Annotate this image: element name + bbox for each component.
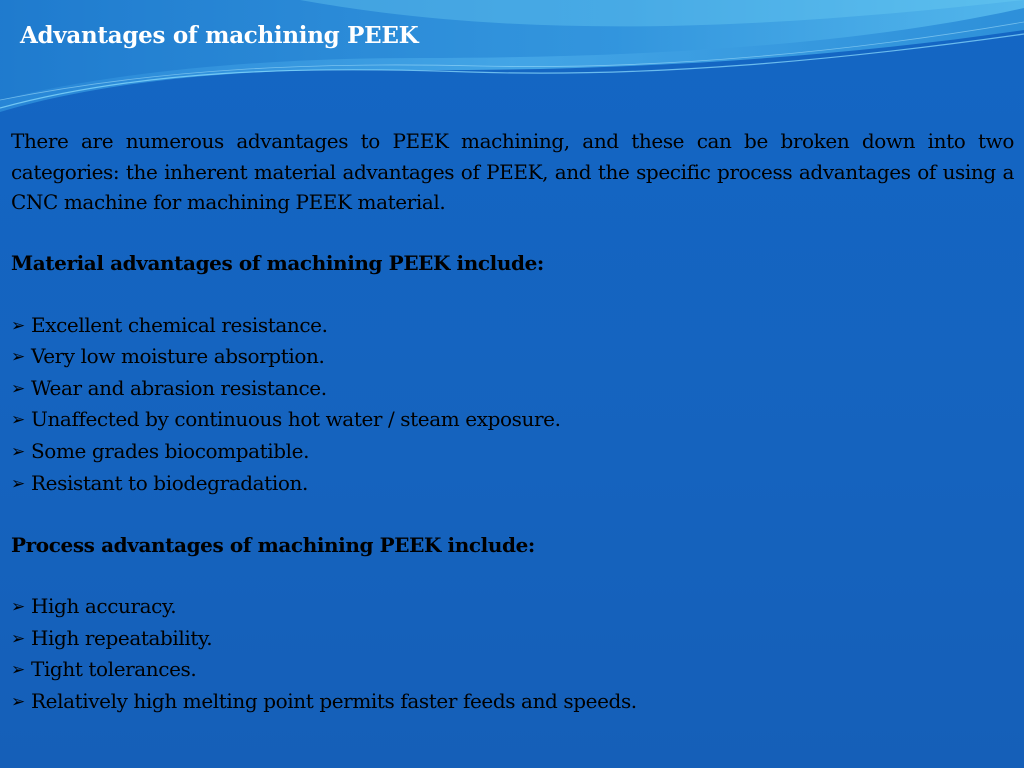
slide-title: Advantages of machining PEEK [20, 22, 419, 49]
list-item-text: Excellent chemical resistance. [31, 312, 328, 337]
list-item [11, 591, 1014, 623]
section-heading-material: Material advantages of machining PEEK include: [11, 251, 544, 276]
section-material [11, 248, 1014, 499]
list-item-text: High accuracy. [31, 593, 177, 618]
arrow-bullet-icon: ➢ [11, 628, 25, 649]
list-item [11, 654, 1014, 686]
list-item [11, 436, 1014, 468]
arrow-bullet-icon: ➢ [11, 691, 25, 712]
list-item [11, 404, 1014, 436]
arrow-bullet-icon: ➢ [11, 347, 25, 368]
arrow-bullet-icon: ➢ [11, 410, 25, 431]
bullet-list-process [11, 591, 1014, 717]
slide-body [11, 126, 1014, 717]
intro-paragraph: There are numerous advantages to PEEK machining, and these can be broken down into two categories: the inherent material advantages of PEEK, and the specific process advantages of using a CNC machine for machining PEEK material. [11, 129, 1014, 215]
list-item-text: Unaffected by continuous hot water / steam exposure. [31, 407, 561, 432]
header-wave-decoration [0, 0, 1024, 120]
list-item [11, 341, 1014, 373]
arrow-bullet-icon: ➢ [11, 473, 25, 494]
bullet-list-material [11, 310, 1014, 500]
list-item-text: Some grades biocompatible. [31, 438, 310, 463]
section-process [11, 530, 1014, 718]
list-item-text: Relatively high melting point permits faster feeds and speeds. [31, 688, 637, 713]
section-heading-process: Process advantages of machining PEEK include: [11, 532, 535, 557]
list-item-text: Tight tolerances. [31, 657, 197, 682]
list-item [11, 468, 1014, 500]
list-item-text: Resistant to biodegradation. [31, 470, 308, 495]
list-item [11, 623, 1014, 655]
list-item-text: Wear and abrasion resistance. [31, 375, 327, 400]
list-item-text: Very low moisture absorption. [31, 344, 325, 369]
arrow-bullet-icon: ➢ [11, 660, 25, 681]
arrow-bullet-icon: ➢ [11, 378, 25, 399]
arrow-bullet-icon: ➢ [11, 441, 25, 462]
list-item [11, 373, 1014, 405]
list-item-text: High repeatability. [31, 625, 213, 650]
arrow-bullet-icon: ➢ [11, 596, 25, 617]
list-item [11, 310, 1014, 342]
list-item [11, 686, 1014, 718]
arrow-bullet-icon: ➢ [11, 315, 25, 336]
